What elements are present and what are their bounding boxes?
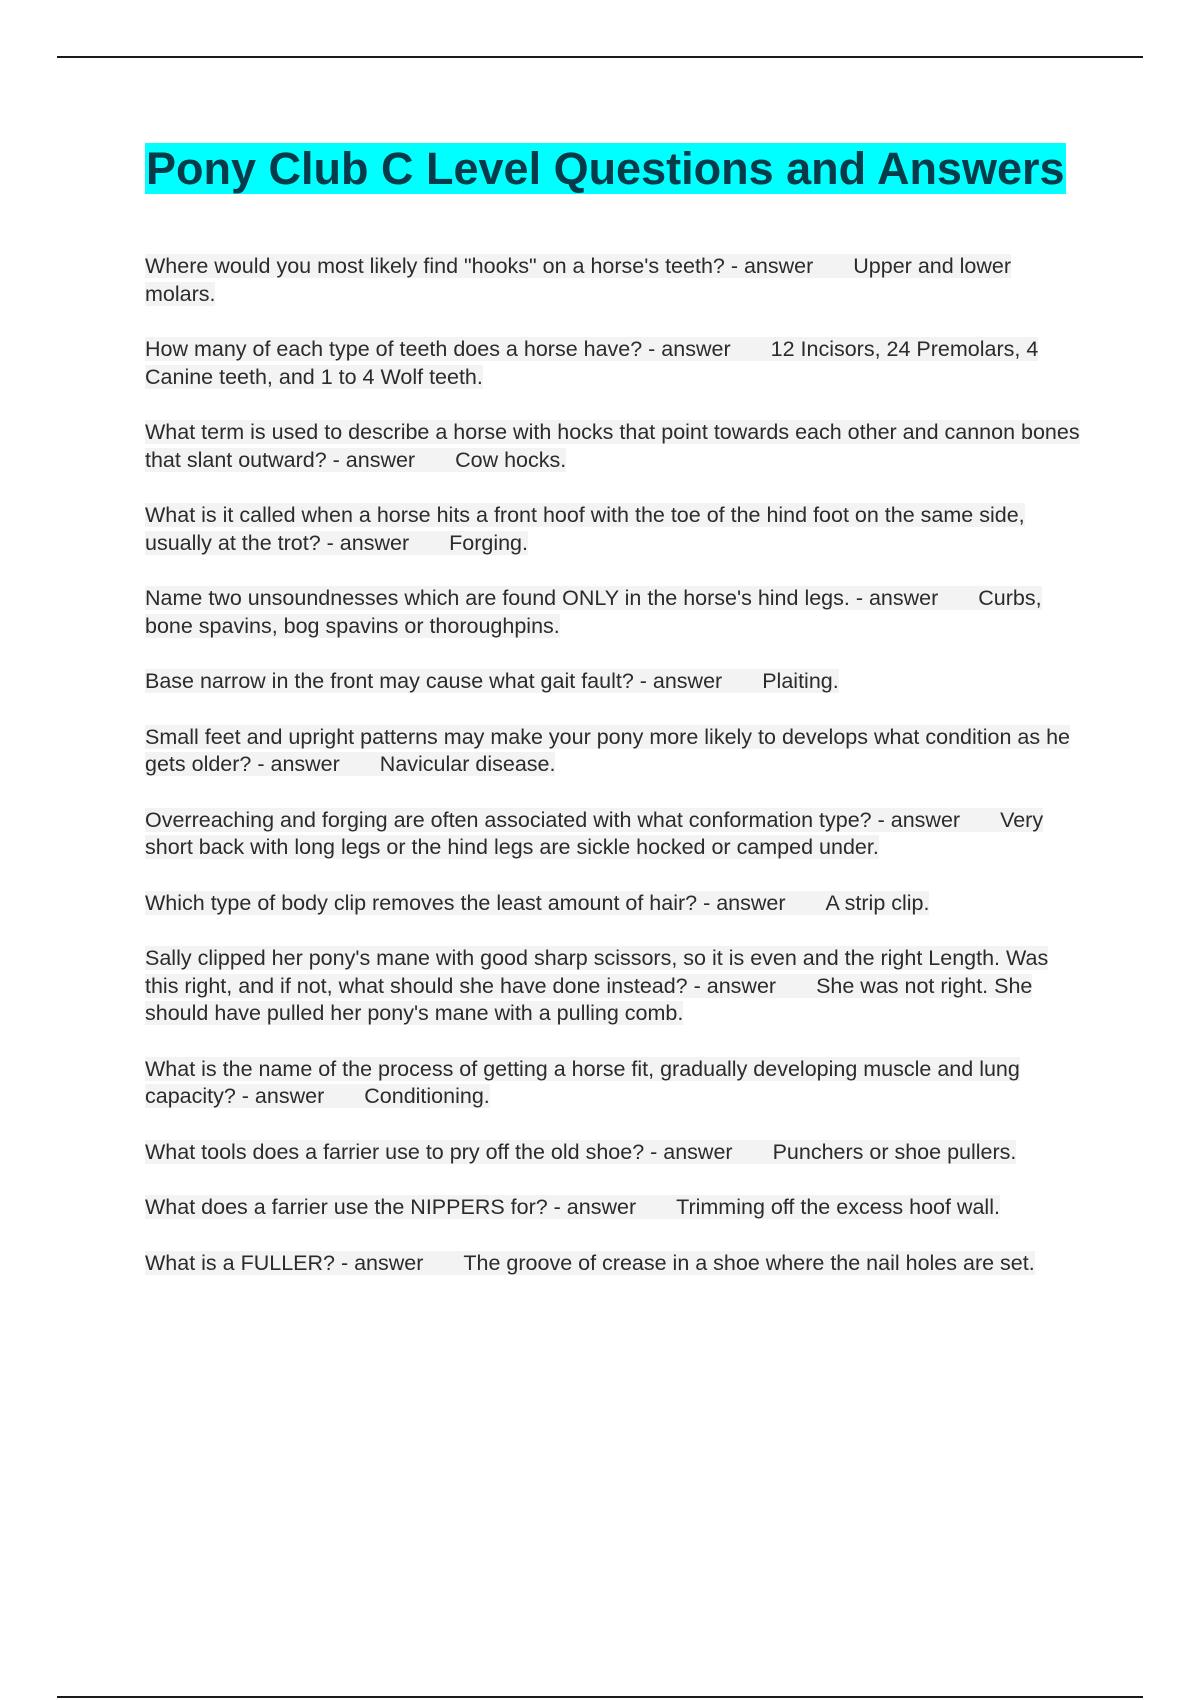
answer-text: A strip clip. (825, 890, 930, 915)
question-text: What is the name of the process of getting a horse fit, gradually developing muscle and lung capacity? - answer (145, 1056, 1020, 1108)
question-text: Overreaching and forging are often associated with what conformation type? - answer (145, 807, 961, 832)
answer-text: Navicular disease. (379, 752, 556, 776)
qa-item (145, 253, 1085, 308)
document-body (145, 140, 1085, 1305)
answer-text: She was not right. She should have pulled her pony's mane with a pulling comb. (145, 973, 1033, 1025)
answer-text: Upper and lower molars. (145, 254, 1012, 306)
question-text: Base narrow in the front may cause what gait fault? - answer (145, 669, 723, 693)
qa-item (145, 1194, 1085, 1222)
qa-item (145, 945, 1085, 1028)
answer-text: The groove of crease in a shoe where the nail holes are set. (463, 1250, 1035, 1275)
document-title-text: Pony Club C Level Questions and Answers (146, 143, 1065, 194)
qa-item (145, 668, 1085, 696)
question-text: Small feet and upright patterns may make your pony more likely to develops what condition as he gets older? - answer (145, 724, 1070, 776)
qa-item (145, 1056, 1085, 1111)
answer-text: 12 Incisors, 24 Premolars, 4 Canine teeth, and 1 to 4 Wolf teeth. (145, 337, 1039, 389)
question-text: Which type of body clip removes the least amount of hair? - answer (145, 890, 786, 915)
qa-item (145, 419, 1085, 474)
question-text: What is it called when a horse hits a front hoof with the toe of the hind foot on the same side, usually at the trot? - answer (145, 503, 1025, 555)
bottom-rule (57, 1696, 1143, 1698)
question-text: Sally clipped her pony's mane with good sharp scissors, so it is even and the right Length. Was this right, and if not, what should she have done instead? - answer (145, 946, 1049, 998)
question-text: Name two unsoundnesses which are found ONLY in the horse's hind legs. - answer (145, 586, 939, 610)
question-text: What does a farrier use the NIPPERS for? - answer (145, 1195, 637, 1219)
answer-text: Punchers or shoe pullers. (772, 1139, 1017, 1164)
document-title (145, 140, 1085, 197)
qa-item (145, 1139, 1085, 1167)
qa-list (145, 253, 1085, 1277)
answer-text: Conditioning. (364, 1084, 490, 1108)
answer-text: Very short back with long legs or the hind legs are sickle hocked or camped under. (145, 807, 1044, 859)
question-text: What is a FULLER? - answer (145, 1250, 424, 1275)
answer-text: Curbs, bone spavins, bog spavins or thoroughpins. (145, 586, 1042, 638)
top-rule (57, 56, 1143, 58)
answer-text: Forging. (449, 530, 528, 555)
qa-item (145, 724, 1085, 779)
answer-text: Cow hocks. (455, 447, 567, 472)
question-text: What tools does a farrier use to pry off the old shoe? - answer (145, 1139, 733, 1164)
answer-text: Plaiting. (762, 669, 839, 693)
qa-item (145, 807, 1085, 862)
qa-item (145, 1250, 1085, 1278)
qa-item (145, 585, 1085, 640)
qa-item (145, 502, 1085, 557)
question-text: What term is used to describe a horse with hocks that point towards each other and cannon bones that slant outward? - answer (145, 420, 1080, 472)
qa-item (145, 336, 1085, 391)
qa-item (145, 890, 1085, 918)
question-text: How many of each type of teeth does a horse have? - answer (145, 337, 731, 361)
answer-text: Trimming off the excess hoof wall. (676, 1195, 1000, 1219)
question-text: Where would you most likely find "hooks" on a horse's teeth? - answer (145, 254, 814, 278)
